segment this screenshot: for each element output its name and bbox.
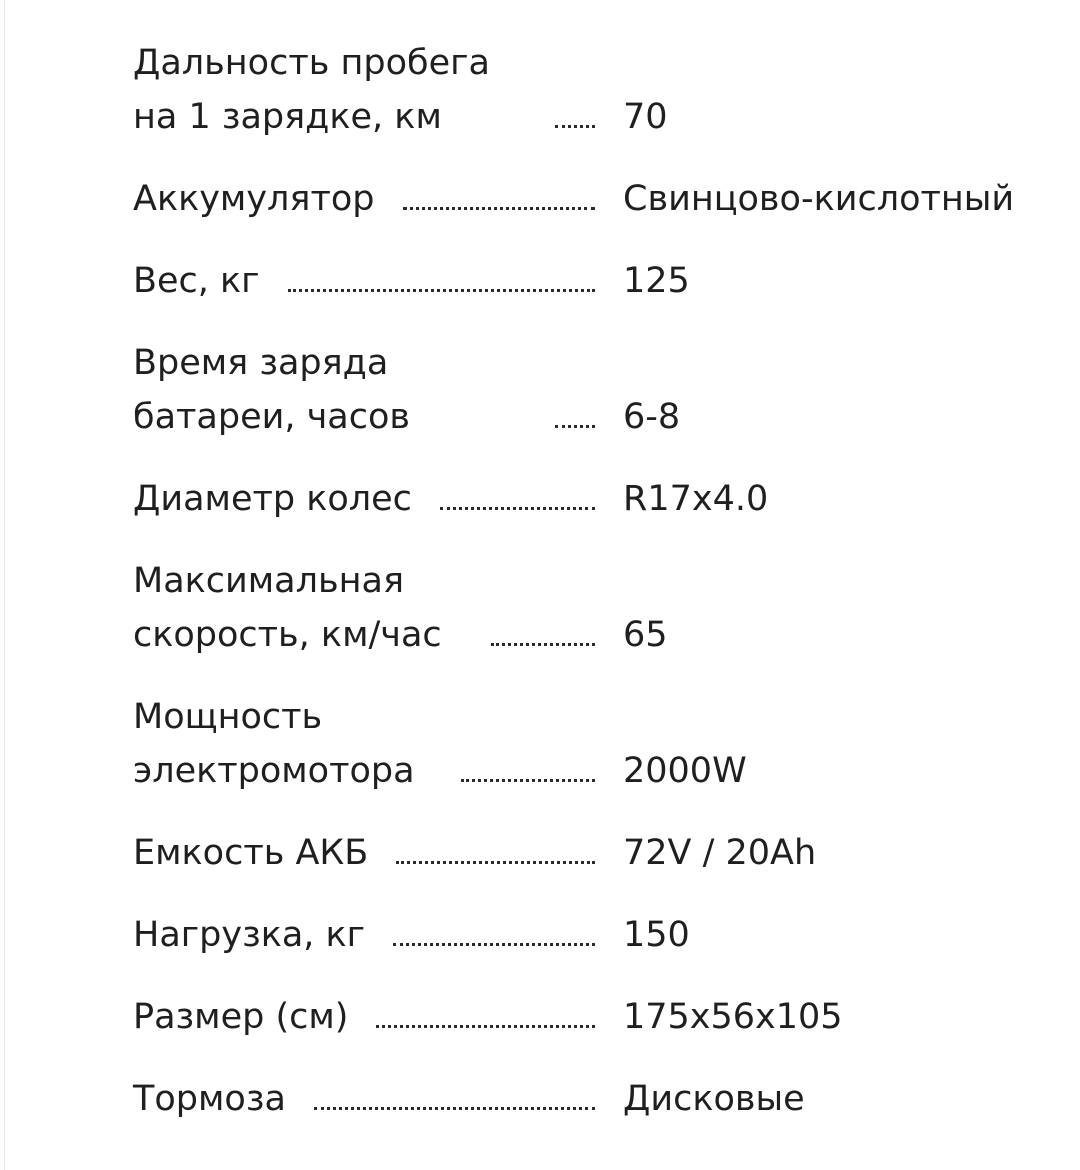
- spec-label-wrap: [133, 908, 595, 962]
- spec-label: Тормоза: [133, 1079, 286, 1119]
- dotted-leader: [403, 207, 596, 210]
- spec-row-size: [133, 990, 1043, 1044]
- spec-row-charge-time: [133, 336, 1043, 444]
- spec-row-motor-power: [133, 690, 1043, 798]
- dotted-leader: [396, 861, 595, 864]
- spec-label-wrap: [133, 690, 595, 798]
- dotted-leader: [288, 289, 595, 292]
- spec-label-wrap: [133, 826, 595, 880]
- dotted-leader: [555, 425, 595, 428]
- spec-label-wrap: [133, 472, 595, 526]
- spec-row-wheel-diameter: [133, 472, 1043, 526]
- spec-value: 6-8: [623, 397, 681, 437]
- dotted-leader: [461, 779, 595, 782]
- spec-label: Дальность пробега на 1 зарядке, км: [133, 43, 490, 137]
- left-edge-divider: [4, 0, 5, 1170]
- spec-label: Время заряда батареи, часов: [133, 343, 411, 437]
- spec-label-wrap: [133, 990, 595, 1044]
- dotted-leader: [440, 507, 595, 510]
- spec-row-load: [133, 908, 1043, 962]
- spec-value: Свинцово-кислотный: [623, 179, 1015, 219]
- dotted-leader: [393, 943, 595, 946]
- spec-label: Мощность электромотора: [133, 697, 415, 791]
- spec-label-wrap: [133, 554, 595, 662]
- spec-list: [133, 36, 1043, 1154]
- spec-value: Дисковые: [623, 1079, 805, 1119]
- spec-value: 70: [623, 97, 668, 137]
- spec-value: 2000W: [623, 751, 747, 791]
- spec-label-wrap: [133, 336, 595, 444]
- spec-label: Аккумулятор: [133, 179, 375, 219]
- spec-value: 72V / 20Ah: [623, 833, 817, 873]
- spec-value: 125: [623, 261, 690, 301]
- spec-label: Вес, кг: [133, 261, 260, 301]
- spec-row-battery-type: [133, 172, 1043, 226]
- spec-label: Диаметр колес: [133, 479, 412, 519]
- dotted-leader: [376, 1025, 595, 1028]
- spec-label: Емкость АКБ: [133, 833, 369, 873]
- spec-value: 175x56x105: [623, 997, 843, 1037]
- spec-row-max-speed: [133, 554, 1043, 662]
- dotted-leader: [314, 1107, 595, 1110]
- spec-label-wrap: [133, 36, 595, 144]
- spec-label-wrap: [133, 254, 595, 308]
- dotted-leader: [491, 643, 595, 646]
- spec-value: R17x4.0: [623, 479, 769, 519]
- spec-label-wrap: [133, 1072, 595, 1126]
- spec-row-battery-capacity: [133, 826, 1043, 880]
- spec-value: 150: [623, 915, 690, 955]
- spec-label: Нагрузка, кг: [133, 915, 366, 955]
- spec-row-brakes: [133, 1072, 1043, 1126]
- dotted-leader: [555, 125, 595, 128]
- spec-label: Размер (см): [133, 997, 349, 1037]
- spec-label-wrap: [133, 172, 595, 226]
- spec-row-range: [133, 36, 1043, 144]
- spec-label: Максимальная скорость, км/час: [133, 561, 442, 655]
- spec-value: 65: [623, 615, 668, 655]
- spec-row-weight: [133, 254, 1043, 308]
